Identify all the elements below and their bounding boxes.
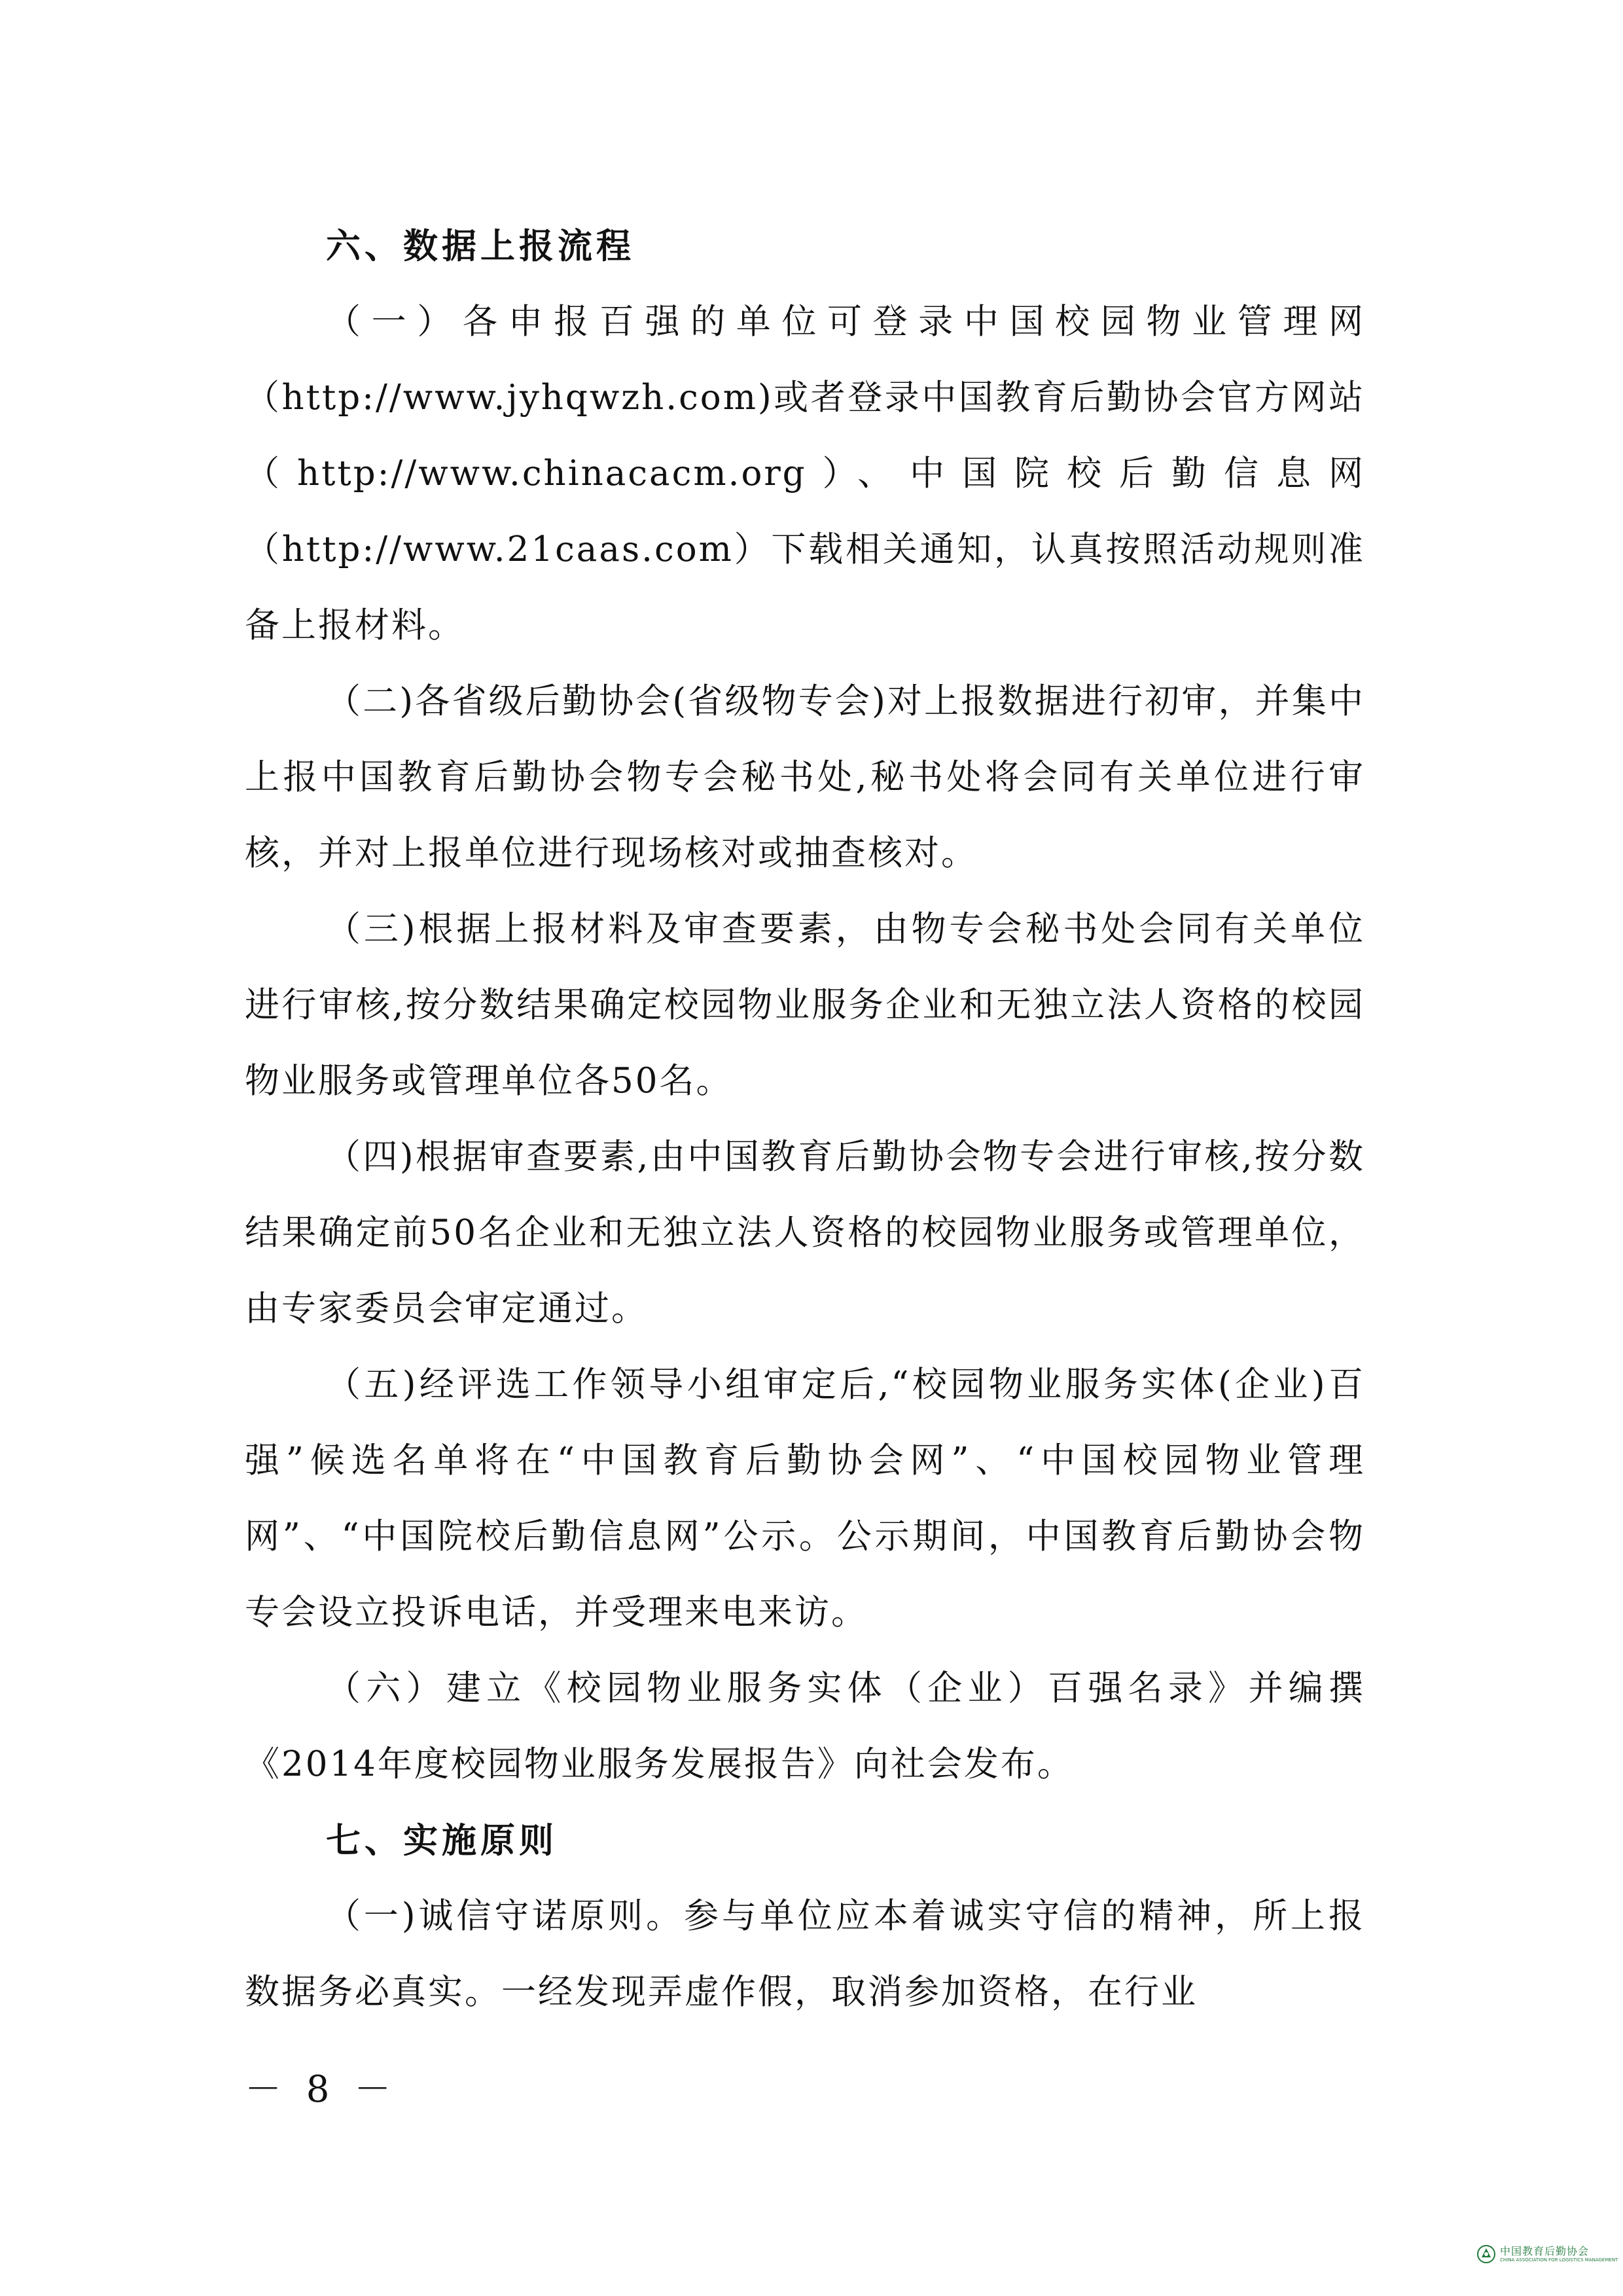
- paragraph-item-3: （三)根据上报材料及审查要素，由物专会秘书处会同有关单位进行审核,按分数结果确定校园物业服务企业和无独立法人资格的校园物业服务或管理单位各50名。: [245, 909, 1365, 1101]
- paragraph-item-2: （二)各省级后勤协会(省级物专会)对上报数据进行初审，并集中上报中国教育后勤协会物专会秘书处,秘书处将会同有关单位进行审核，并对上报单位进行现场核对或抽查核对。: [245, 681, 1365, 873]
- paragraph-item-5: （五)经评选工作领导小组审定后,“校园物业服务实体(企业)百强”候选名单将在“中国教育后勤协会网”、“中国校园物业管理网”、“中国院校后勤信息网”公示。公示期间，中国教育后勤协会物专会设立投诉电话，并受理来电来访。: [245, 1365, 1365, 1632]
- logo-subtitle: CHINA ASSOCIATION FOR LOGISTICS MANAGEMENT: [1500, 2257, 1618, 2263]
- paragraph-item-1: （一）各申报百强的单位可登录中国校园物业管理网（http://www.jyhqwzh.com)或者登录中国教育后勤协会官方网站（http://www.chinacacm.org）、中国院校后勤信息网（http://www.21caas.com）下载相关通知，认真按照活动规则准备上报材料。: [245, 302, 1365, 645]
- page-number: － 8 －: [245, 2068, 398, 2111]
- logo-name: 中国教育后勤协会: [1500, 2244, 1590, 2257]
- paragraph-item-6: （六）建立《校园物业服务实体（企业）百强名录》并编撰《2014年度校园物业服务发展报告》向社会发布。: [245, 1668, 1365, 1784]
- paragraph-item-4: （四)根据审查要素,由中国教育后勤协会物专会进行审核,按分数结果确定前50名企业和无独立法人资格的校园物业服务或管理单位，由专家委员会审定通过。: [245, 1137, 1365, 1329]
- association-emblem-icon: [1476, 2244, 1496, 2264]
- section-heading-principles: 七、实施原则: [326, 1820, 558, 1861]
- association-logo: [1476, 2242, 1618, 2266]
- document-body: [245, 208, 1365, 2030]
- section-heading-data-reporting: 六、数据上报流程: [326, 226, 635, 266]
- paragraph-principle-1: （一)诚信守诺原则。参与单位应本着诚实守信的精神，所上报数据务必真实。一经发现弄虚作假，取消参加资格，在行业: [245, 1896, 1365, 2012]
